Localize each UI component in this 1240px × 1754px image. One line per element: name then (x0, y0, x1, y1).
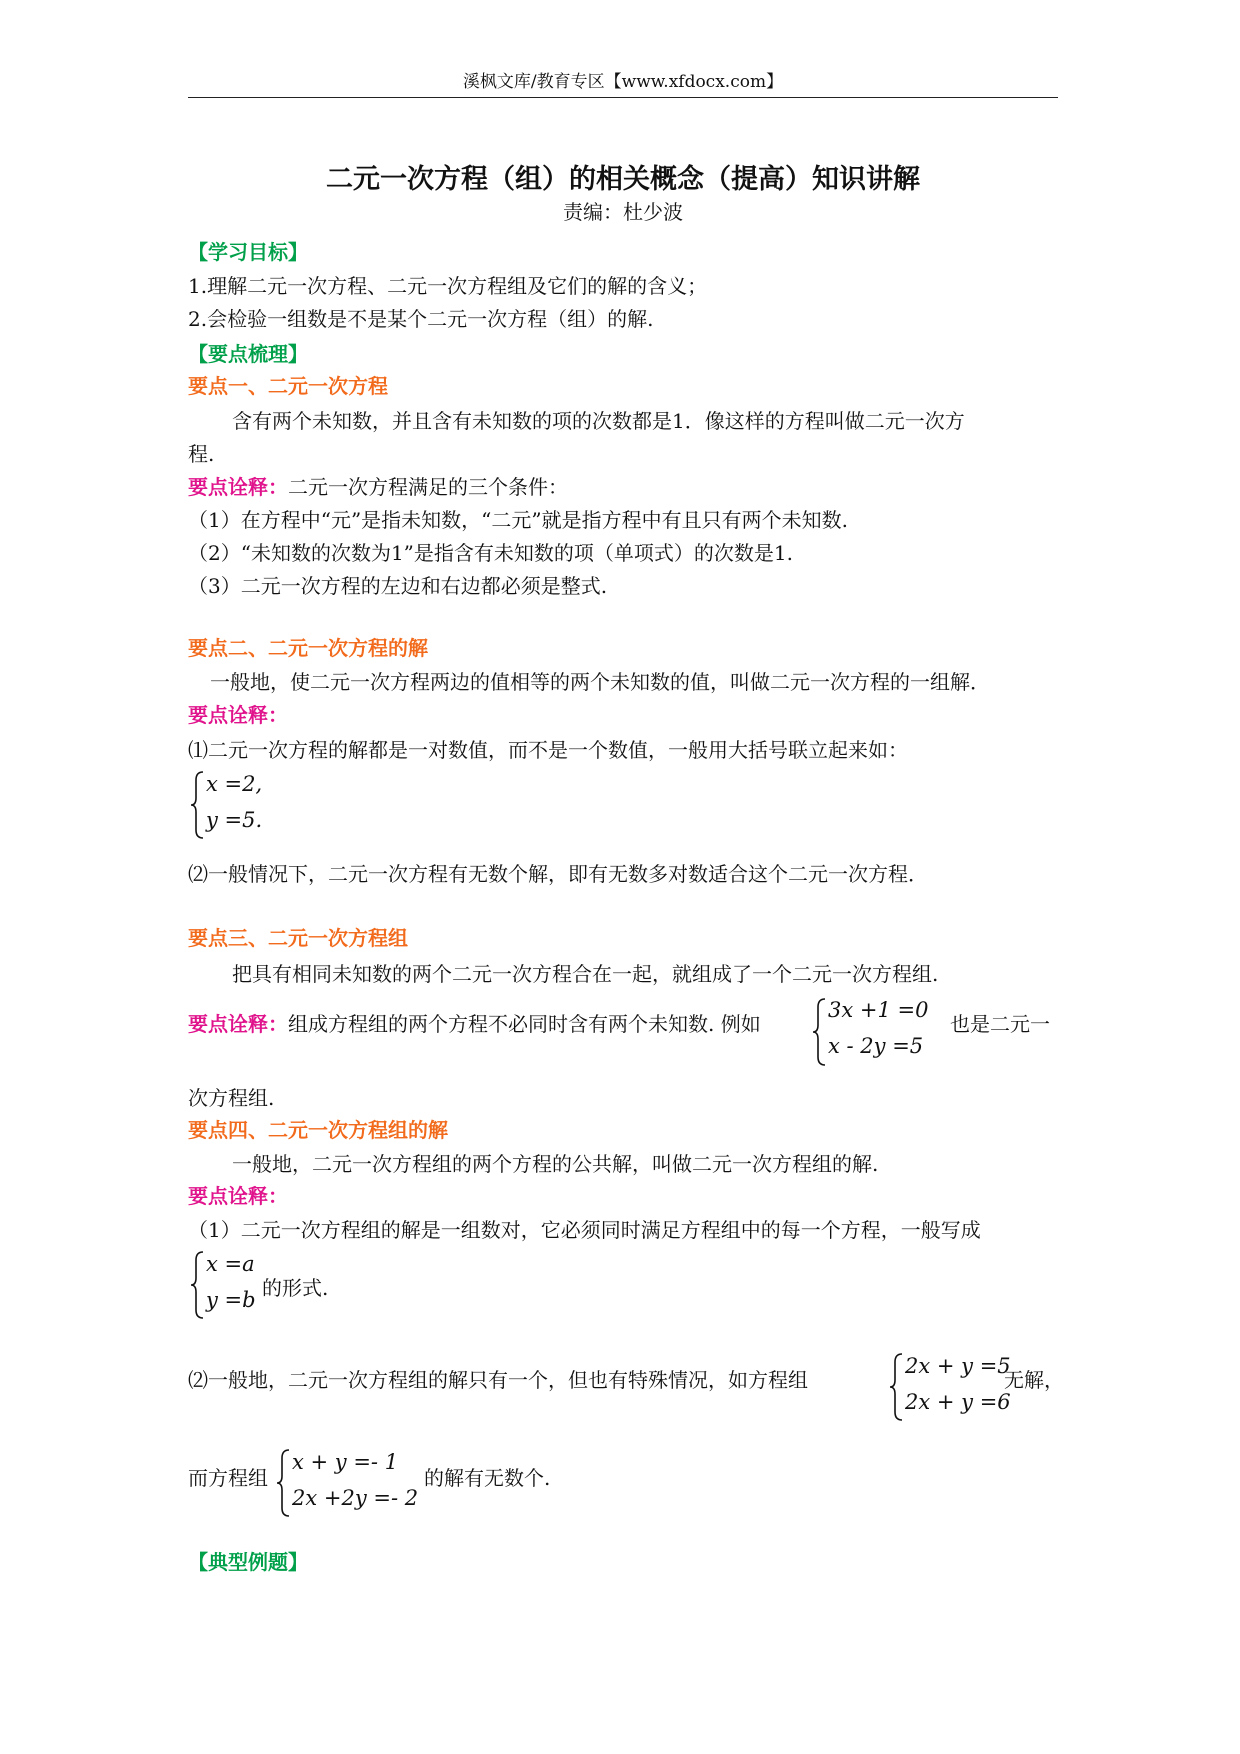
left-brace-icon (889, 1352, 905, 1422)
point2-item-2: ⑵一般情况下，二元一次方程有无数个解，即有无数多对数适合这个二元一次方程． (188, 862, 928, 886)
point2-body: 一般地，使二元一次方程两边的值相等的两个未知数的值，叫做二元一次方程的一组解． (210, 670, 990, 694)
point3-note-tail2: 次方程组. (188, 1086, 275, 1110)
point1-note-text: 二元一次方程满足的三个条件： (288, 475, 568, 499)
point1-item-3: （3）二元一次方程的左边和右边都必须是整式. (188, 574, 608, 598)
point2-item-1: ⑴二元一次方程的解都是一对数值，而不是一个数值，一般用大括号联立起来如： (188, 738, 908, 762)
p3-eq-1: 3x +1 =0 (828, 998, 929, 1022)
point2-note-label: 要点诠释： (188, 703, 288, 727)
left-brace-icon (276, 1448, 292, 1518)
point4-item-3-tail: 的解有无数个. (424, 1466, 551, 1490)
left-brace-icon (812, 997, 828, 1067)
point3-heading: 要点三、二元一次方程组 (188, 926, 408, 950)
point1-body-line2: 程. (188, 442, 215, 466)
point4-note-label: 要点诠释： (188, 1184, 288, 1208)
point1-body-line1: 含有两个未知数，并且含有未知数的项的次数都是1．像这样的方程叫做二元一次方 (232, 409, 965, 433)
point4-sys2-tail: 无解， (1004, 1368, 1064, 1392)
editor-credit: 责编：杜少波 (563, 200, 683, 224)
point1-item-2: （2）“未知数的次数为1”是指含有未知数的项（单项式）的次数是1. (188, 541, 793, 565)
page-title: 二元一次方程（组）的相关概念（提高）知识讲解 (326, 164, 920, 195)
outline-heading: 【要点梳理】 (188, 342, 308, 366)
p4-sys2-eq-1: 2x + y =5 (905, 1354, 1011, 1378)
point3-note-label: 要点诠释： (188, 1012, 288, 1036)
point4-body: 一般地，二元一次方程组的两个方程的公共解，叫做二元一次方程组的解. (232, 1152, 879, 1176)
point4-item-3-prefix: 而方程组 (188, 1466, 268, 1490)
point3-note-text: 组成方程组的两个方程不必同时含有两个未知数. 例如 (288, 1012, 761, 1036)
goals-heading: 【学习目标】 (188, 240, 308, 264)
p3-eq-2: x - 2y =5 (828, 1034, 924, 1058)
p4-sys3-eq-1: x + y =- 1 (292, 1450, 399, 1474)
point1-note-label: 要点诠释： (188, 475, 288, 499)
left-brace-icon (190, 770, 206, 840)
header-divider (188, 97, 1058, 98)
point1-item-1: （1）在方程中“元”是指未知数，“二元”就是指方程中有且只有两个未知数. (188, 508, 848, 532)
point1-heading: 要点一、二元一次方程 (188, 374, 388, 398)
point3-note (188, 1008, 761, 1037)
goal-item-2: 2.会检验一组数是不是某个二元一次方程（组）的解. (188, 307, 654, 331)
goal-item-1: 1.理解二元一次方程、二元一次方程组及它们的解的含义； (188, 274, 708, 298)
p4-sys3-eq-2: 2x +2y =- 2 (292, 1486, 419, 1510)
point4-heading: 要点四、二元一次方程组的解 (188, 1118, 448, 1142)
point1-note (188, 471, 568, 500)
p4-sys1-eq-1: x =a (206, 1252, 255, 1276)
point3-body: 把具有相同未知数的两个二元一次方程合在一起，就组成了一个二元一次方程组. (232, 962, 939, 986)
point4-item-1: （1）二元一次方程组的解是一组数对，它必须同时满足方程组中的每一个方程，一般写成 (188, 1218, 981, 1242)
examples-heading: 【典型例题】 (188, 1550, 308, 1574)
page-header: 溪枫文库/教育专区【www.xfdocx.com】 (462, 72, 784, 92)
point4-item-2: ⑵一般地，二元一次方程组的解只有一个，但也有特殊情况，如方程组 (188, 1368, 808, 1392)
p4-sys2-eq-2: 2x + y =6 (905, 1390, 1011, 1414)
p2-eq-1: x =2, (206, 772, 263, 796)
left-brace-icon (190, 1250, 206, 1320)
point2-heading: 要点二、二元一次方程的解 (188, 636, 428, 660)
point3-note-tail: 也是二元一 (950, 1012, 1050, 1036)
p2-eq-2: y =5. (206, 808, 263, 832)
p4-sys1-eq-2: y =b (206, 1288, 256, 1312)
point4-sys1-tail: 的形式. (262, 1276, 329, 1300)
